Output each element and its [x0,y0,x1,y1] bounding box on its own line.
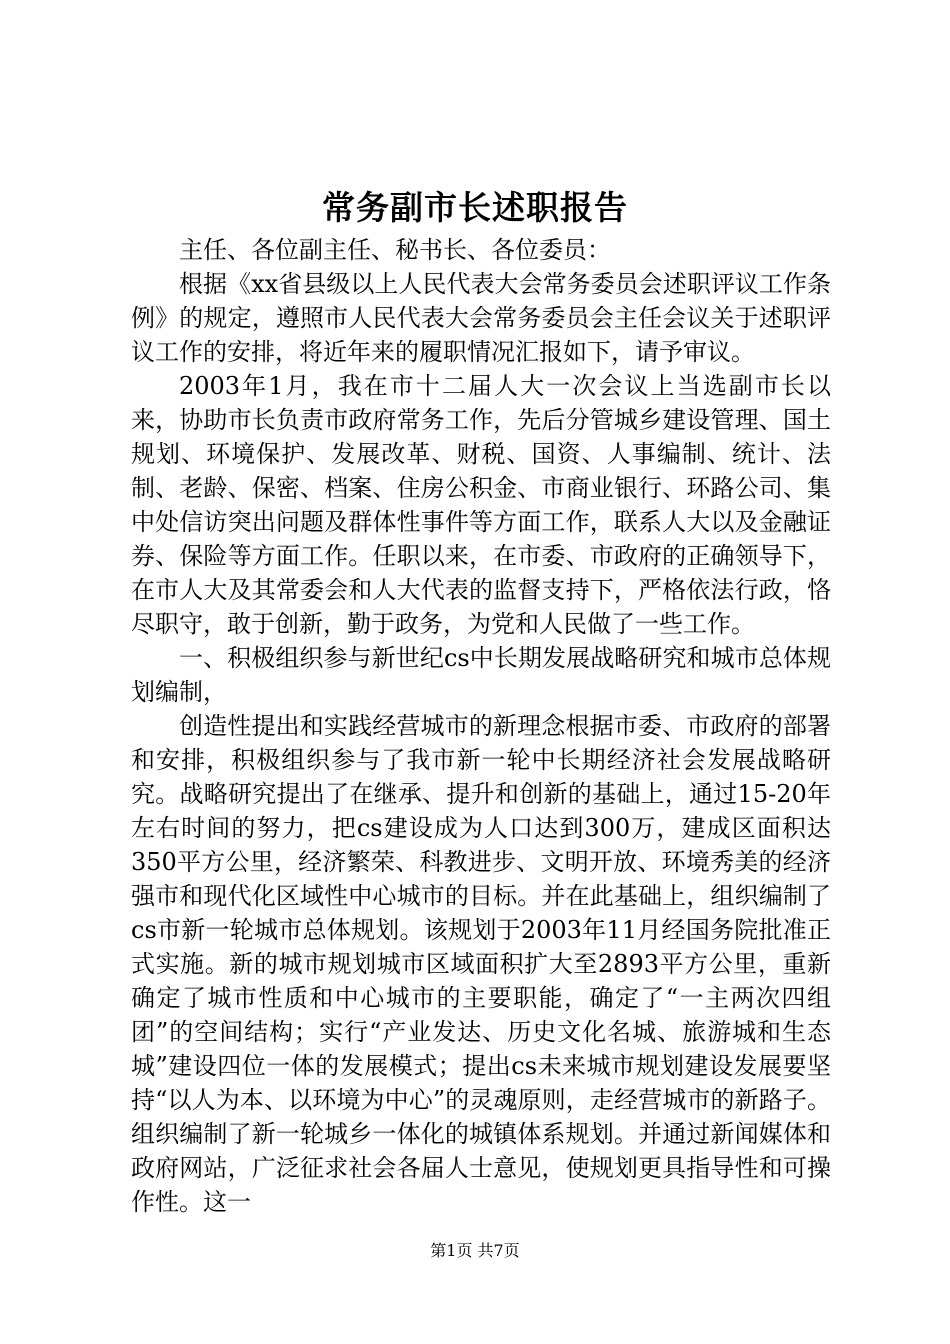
background-paragraph: 2003年1月，我在市十二届人大一次会议上当选副市长以来，协助市长负责市政府常务工作，先后分管城乡建设管理、国土规划、环境保护、发展改革、财税、国资、人事编制、统计、法制、老龄、保密、档案、住房公积金、市商业银行、环路公司、集中处信访突出问题及群体性事件等方面工作，联系人大以及金融证券、保险等方面工作。任职以来，在市委、市政府的正确领导下，在市人大及其常委会和人大代表的监督支持下，严格依法行政，恪尽职守，敢于创新，勤于政务，为党和人民做了一些工作。 [131,372,831,638]
page-footer: 第1页 共7页 [430,1241,520,1260]
body-paragraph: 创造性提出和实践经营城市的新理念根据市委、市政府的部署和安排，积极组织参与了我市新一轮中长期经济社会发展战略研究。战略研究提出了在继承、提升和创新的基础上，通过15-20年左右时间的努力，把cs建设成为人口达到300万，建成区面积达350平方公里，经济繁荣、科教进步、文明开放、环境秀美的经济强市和现代化区域性中心城市的目标。并在此基础上，组织编制了cs市新一轮城市总体规划。该规划于2003年11月经国务院批准正式实施。新的城市规划城市区域面积扩大至2893平方公里，重新确定了城市性质和中心城市的主要职能，确定了“一主两次四组团”的空间结构；实行“产业发达、历史文化名城、旅游城和生态城”建设四位一体的发展模式；提出cs未来城市规划建设发展要坚持“以人为本、以环境为中心”的灵魂原则，走经营城市的新路子。组织编制了新一轮城乡一体化的城镇体系规划。并通过新闻媒体和政府网站，广泛征求社会各届人士意见，使规划更具指导性和可操作性。这一 [131,712,831,1216]
intro-paragraph: 根据《xx省县级以上人民代表大会常务委员会述职评议工作条例》的规定，遵照市人民代表大会常务委员会主任会议关于述职评议工作的安排，将近年来的履职情况汇报如下，请予审议。 [131,270,831,366]
document-title: 常务副市长述职报告 [322,188,628,227]
salutation-paragraph: 主任、各位副主任、秘书长、各位委员： [179,236,611,264]
document-body [131,233,831,1219]
section-heading: 一、积极组织参与新世纪cs中长期发展战略研究和城市总体规划编制， [131,644,831,706]
